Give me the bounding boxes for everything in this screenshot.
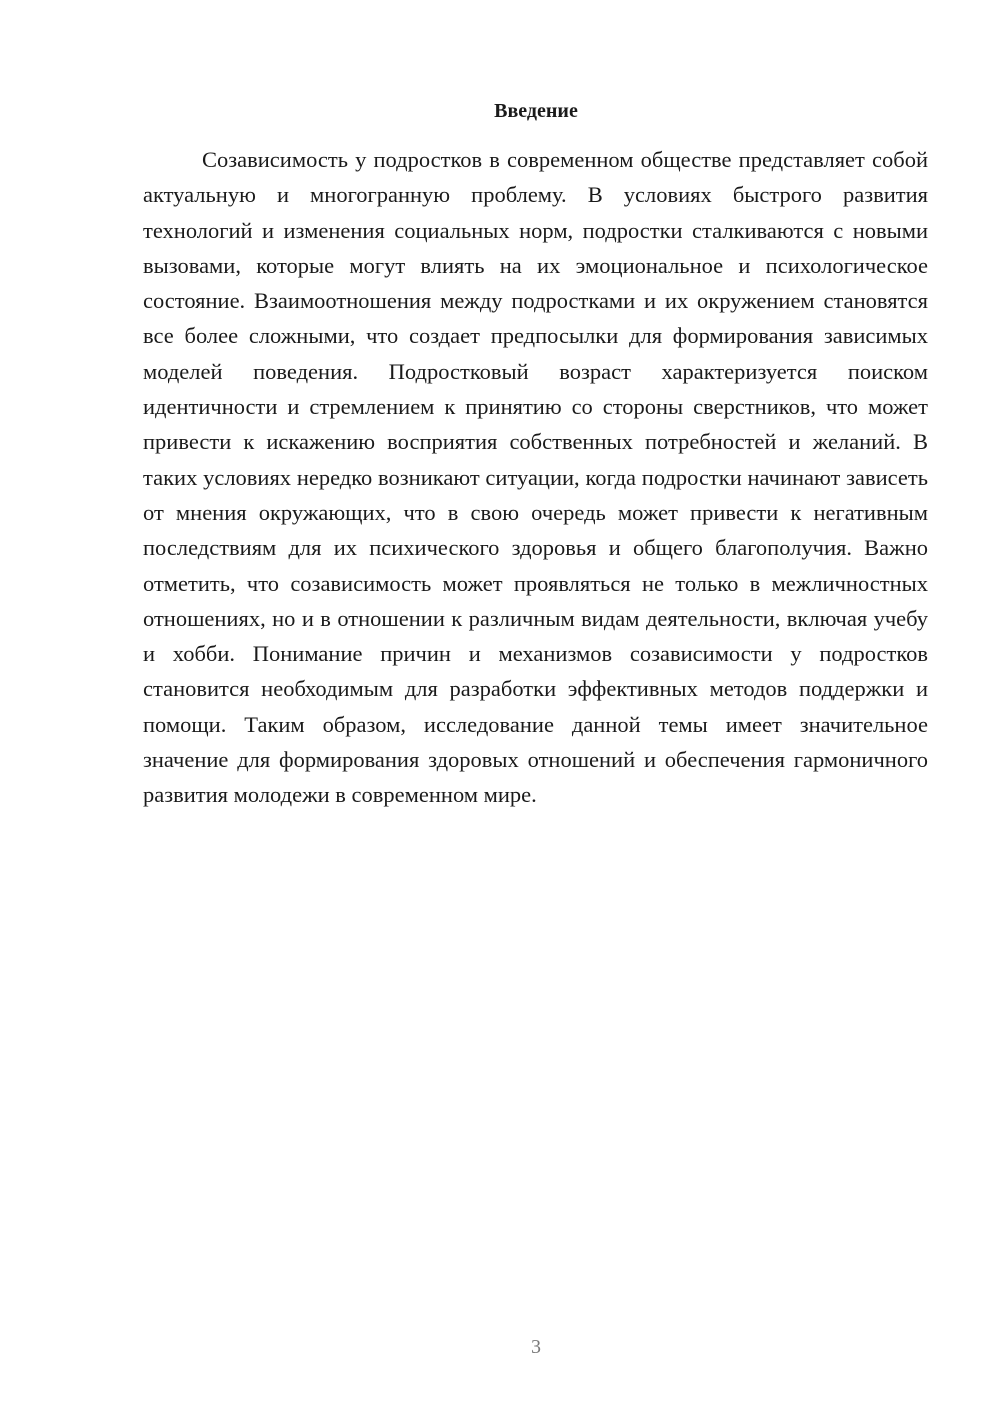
page-number: 3 bbox=[531, 1336, 541, 1358]
body-paragraph: Созависимость у подростков в современном обществе представляет собой актуальную и многогранную проблему. В условиях быстрого развития технологий и изменения социальных норм, подростки сталкиваются с новыми вызовами, которые могут влиять на их эмоциональное и психологическое состояние. Взаимоотношения между подростками и их окружением становятся все более сложными, что создает предпосылки для формирования зависимых моделей поведения. Подростковый возраст характеризуется поиском идентичности и стремлением к принятию со стороны сверстников, что может привести к искажению восприятия собственных потребностей и желаний. В таких условиях нередко возникают ситуации, когда подростки начинают зависеть от мнения окружающих, что в свою очередь может привести к негативным последствиям для их психического здоровья и общего благополучия. Важно отметить, что созависимость может проявляться не только в межличностных отношениях, но и в отношении к различным видам деятельности, включая учебу и хобби. Понимание причин и механизмов созависимости у подростков становится необходимым для разработки эффективных методов поддержки и помощи. Таким образом, исследование данной темы имеет значительное значение для формирования здоровых отношений и обеспечения гармоничного развития молодежи в современном мире. bbox=[143, 147, 928, 808]
section-heading: Введение bbox=[494, 100, 578, 122]
